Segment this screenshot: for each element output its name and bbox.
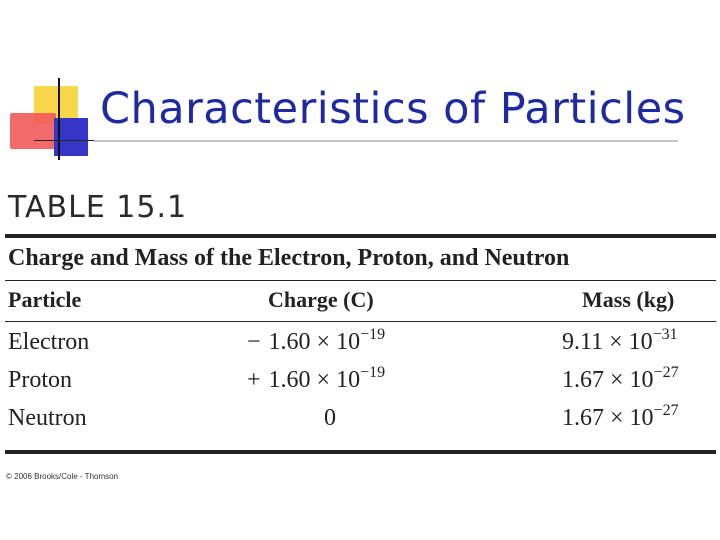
mass-value-neutron: $1.67 \times 10^{-27}$ (562, 402, 679, 431)
logo-vertical-line (58, 78, 60, 160)
title-underline (94, 140, 678, 142)
particle-name-electron: Electron (8, 329, 90, 355)
caption-rule (5, 280, 716, 281)
mass-value-proton: $1.67 \times 10^{-27}$ (562, 364, 679, 393)
table-top-rule (5, 234, 716, 238)
particle-name-neutron: Neutron (8, 405, 87, 431)
column-header-charge: Charge (C) (268, 287, 374, 312)
table-bottom-rule (5, 450, 716, 454)
charge-value-proton: + $1.60 \times 10^{-19}$ (247, 364, 386, 393)
table-label: TABLE 15.1 (8, 190, 188, 225)
logo-red-square (10, 113, 56, 149)
slide-title: Characteristics of Particles (100, 84, 686, 134)
header-rule (5, 321, 716, 322)
column-header-particle: Particle (8, 287, 82, 312)
table-caption: Charge and Mass of the Electron, Proton, and Neutron (8, 245, 570, 271)
particle-name-proton: Proton (8, 367, 73, 393)
slide-logo-decoration (0, 0, 110, 170)
mass-value-electron: $9.11 \times 10^{-31}$ (562, 326, 678, 355)
charge-value-neutron: 0 (324, 405, 336, 431)
column-header-mass: Mass (kg) (582, 287, 675, 312)
copyright-notice: © 2006 Brooks/Cole - Thomson (6, 472, 119, 481)
charge-value-electron: − $1.60 \times 10^{-19}$ (247, 326, 386, 355)
